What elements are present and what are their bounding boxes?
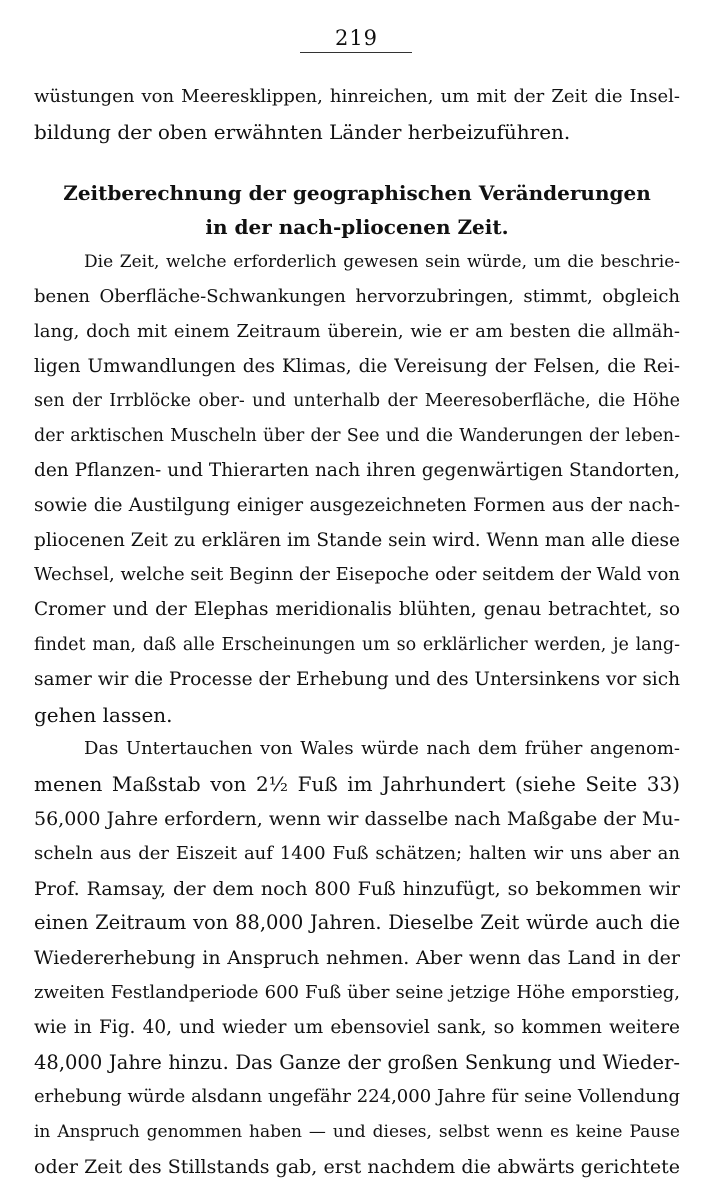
text-line: 56,000 Jahre erfordern, wenn wir dasselbe nach Maßgabe der Mu- xyxy=(34,807,680,830)
page-number: 219 xyxy=(334,26,379,50)
text-line: Die Zeit, welche erforderlich gewesen sein würde, um die beschrie- xyxy=(84,252,680,273)
text-line: Prof. Ramsay, der dem noch 800 Fuß hinzufügt, so bekommen wir xyxy=(34,877,680,900)
text-line: wie in Fig. 40, und wieder um ebensoviel sank, so kommen weitere xyxy=(34,1016,680,1038)
page-body xyxy=(34,80,680,1185)
text-line: Wechsel, welche seit Beginn der Eisepoche oder seitdem der Wald von xyxy=(34,564,680,586)
text-line: samer wir die Processe der Erhebung und des Untersinkens vor sich xyxy=(34,668,680,690)
text-line: Wiedererhebung in Anspruch nehmen. Aber wenn das Land in der xyxy=(34,947,680,970)
text-line: erhebung würde alsdann ungefähr 224,000 Jahre für seine Vollendung xyxy=(34,1086,680,1108)
heading-line-1: Zeitberechnung der geographischen Veränderungen xyxy=(63,180,651,205)
text-line: lang, doch mit einem Zeitraum überein, wie er am besten die allmäh- xyxy=(34,320,680,342)
text-line: den Pflanzen- und Thierarten nach ihren gegenwärtigen Standorten, xyxy=(34,459,680,481)
text-line: scheln aus der Eiszeit auf 1400 Fuß schätzen; halten wir uns aber an xyxy=(34,842,680,864)
header-rule xyxy=(300,52,412,53)
text-line: Das Untertauchen von Wales würde nach dem früher angenom- xyxy=(84,738,680,760)
text-line: menen Maßstab von 2½ Fuß im Jahrhundert (siehe Seite 33) xyxy=(34,772,680,797)
text-line: benen Oberfläche-Schwankungen hervorzubringen, stimmt, obgleich xyxy=(34,285,680,307)
text-line: in Anspruch genommen haben — und dieses, selbst wenn es keine Pause xyxy=(34,1122,680,1143)
paragraph-2 xyxy=(34,732,680,1184)
text-line: oder Zeit des Stillstands gab, erst nachdem die abwärts gerichtete xyxy=(34,1155,680,1178)
text-line: findet man, daß alle Erscheinungen um so erklärlicher werden, je lang- xyxy=(34,634,680,655)
text-line: ligen Umwandlungen des Klimas, die Vereisung der Felsen, die Rei- xyxy=(34,355,680,377)
paragraph-1 xyxy=(34,245,680,732)
text-line: gehen lassen. xyxy=(34,702,173,727)
text-line: bildung der oben erwähnten Länder herbeizuführen. xyxy=(34,119,571,144)
text-line: einen Zeitraum von 88,000 Jahren. Dieselbe Zeit würde auch die xyxy=(34,911,680,935)
text-line: wüstungen von Meeresklippen, hinreichen, um mit der Zeit die Insel- xyxy=(34,86,680,107)
text-line: sen der Irrblöcke ober- und unterhalb der Meeresoberfläche, die Höhe xyxy=(34,391,680,412)
spacer xyxy=(34,150,680,176)
text-line: 48,000 Jahre hinzu. Das Ganze der großen Senkung und Wieder- xyxy=(34,1050,680,1074)
section-heading xyxy=(34,176,680,246)
text-line: pliocenen Zeit zu erklären im Stande sein wird. Wenn man alle diese xyxy=(34,529,680,551)
heading-line-2: in der nach-pliocenen Zeit. xyxy=(205,215,509,240)
text-line: sowie die Austilgung einiger ausgezeichneten Formen aus der nach- xyxy=(34,494,680,516)
text-line: Cromer und der Elephas meridionalis blühten, genau betrachtet, so xyxy=(34,599,680,621)
text-line: der arktischen Muscheln über der See und die Wanderungen der leben- xyxy=(34,426,680,447)
text-line: zweiten Festlandperiode 600 Fuß über seine jetzige Höhe emporstieg, xyxy=(34,981,680,1003)
intro-text xyxy=(34,80,680,150)
